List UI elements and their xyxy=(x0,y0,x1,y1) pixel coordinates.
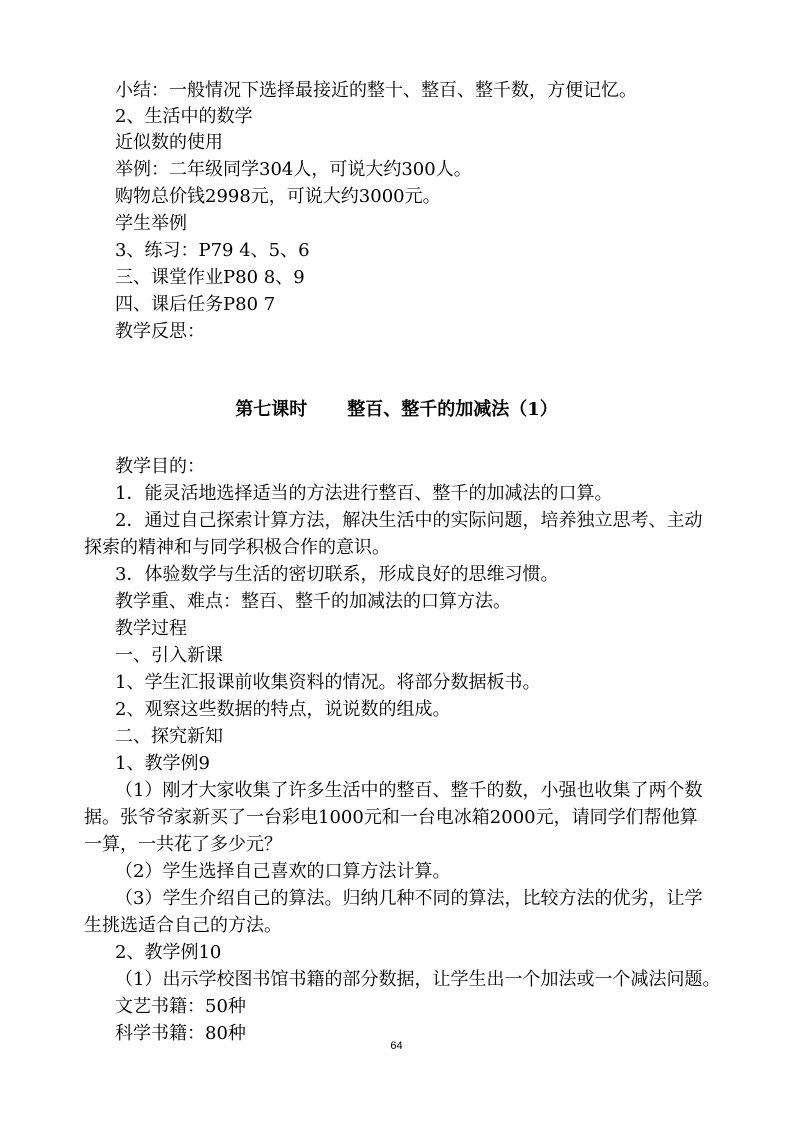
lesson-title xyxy=(0,397,793,423)
reflection-line: 教学反思： xyxy=(115,321,205,342)
exercise-line: 3、练习：P79 4、5、6 xyxy=(115,240,310,261)
key-points: 教学重、难点：整百、整千的加减法的口算方法。 xyxy=(115,591,511,612)
homework-line: 四、课后任务P80 7 xyxy=(115,294,276,315)
step-2: 2、观察这些数据的特点，说说数的组成。 xyxy=(115,699,451,720)
ex9-step1-a: （1）刚才大家收集了许多生活中的整百、整千的数，小强也收集了两个数 xyxy=(115,780,703,801)
ex9-step3-a: （3）学生介绍自己的算法。归纳几种不同的算法，比较方法的优劣，让学 xyxy=(115,888,703,909)
arts-books: 文艺书籍：50种 xyxy=(115,996,246,1017)
summary-line: 小结：一般情况下选择最接近的整十、整百、整千数，方便记忆。 xyxy=(115,80,637,101)
process-heading: 教学过程 xyxy=(115,618,187,639)
student-examples: 学生举例 xyxy=(115,213,187,234)
ex9-step3-b: 生挑选适合自己的方法。 xyxy=(84,915,282,936)
goal-1: 1．能灵活地选择适当的方法进行整百、整千的加减法的口算。 xyxy=(115,483,613,504)
lesson-number: 第七课时 xyxy=(235,399,308,420)
part-2-heading: 二、探究新知 xyxy=(115,726,223,747)
goals-heading: 教学目的： xyxy=(115,456,205,477)
goal-2b: 探索的精神和与同学积极合作的意识。 xyxy=(84,537,390,558)
page-number: 64 xyxy=(390,1040,403,1052)
example-students: 举例：二年级同学304人，可说大约300人。 xyxy=(115,159,472,180)
approx-usage: 近似数的使用 xyxy=(115,132,223,153)
example-9-heading: 1、教学例9 xyxy=(115,753,210,774)
example-price: 购物总价钱2998元，可说大约3000元。 xyxy=(115,186,441,207)
ex9-step1-b: 据。张爷爷家新买了一台彩电1000元和一台电冰箱2000元，请同学们帮他算 xyxy=(84,807,698,828)
ex9-step1-c: 一算，一共花了多少元？ xyxy=(84,834,282,855)
item-life-math: 2、生活中的数学 xyxy=(115,106,253,127)
ex10-step1: （1）出示学校图书馆书籍的部分数据，让学生出一个加法或一个减法问题。 xyxy=(115,969,721,990)
ex9-step2: （2）学生选择自己喜欢的口算方法计算。 xyxy=(115,861,451,882)
lesson-topic: 整百、整千的加减法（1） xyxy=(347,399,558,420)
part-1-heading: 一、引入新课 xyxy=(115,645,223,666)
classwork-line: 三、课堂作业P80 8、9 xyxy=(115,267,305,288)
science-books: 科学书籍：80种 xyxy=(115,1023,246,1044)
goal-2a: 2．通过自己探索计算方法，解决生活中的实际问题，培养独立思考、主动 xyxy=(115,510,703,531)
goal-3: 3．体验数学与生活的密切联系，形成良好的思维习惯。 xyxy=(115,564,559,585)
example-10-heading: 2、教学例10 xyxy=(115,942,222,963)
step-1: 1、学生汇报课前收集资料的情况。将部分数据板书。 xyxy=(115,672,541,693)
